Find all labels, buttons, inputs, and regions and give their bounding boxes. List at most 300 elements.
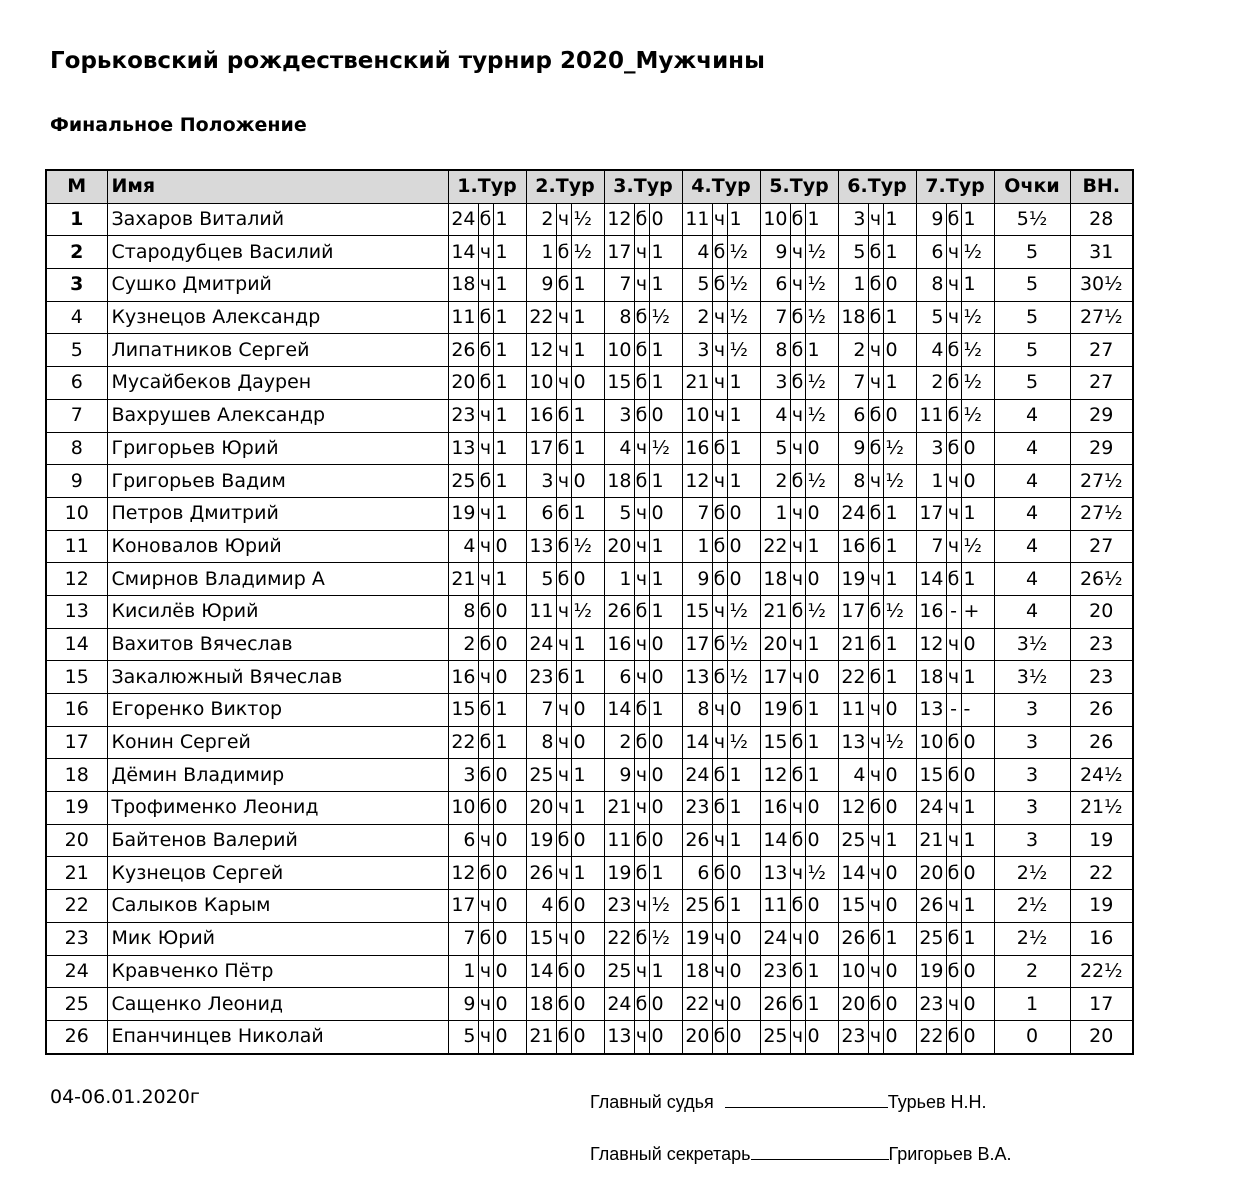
round-result-cell: 0 (883, 857, 916, 890)
round-opponent-cell: 21 (838, 628, 868, 661)
page-subtitle: Финальное Положение (50, 114, 307, 136)
round-color-cell: - (946, 694, 961, 727)
round-opponent-cell: 20 (682, 1020, 712, 1053)
chief-judge-name: Турьев Н.Н. (887, 1092, 987, 1112)
round-color-cell: ч (790, 922, 805, 955)
points-cell: 4 (994, 399, 1070, 432)
round-result-cell: 0 (571, 465, 604, 498)
round-opponent-cell: 19 (916, 955, 946, 988)
round-result-cell: ½ (649, 890, 682, 923)
round-result-cell: 0 (961, 955, 994, 988)
round-color-cell: б (556, 824, 571, 857)
round-result-cell: 1 (805, 530, 838, 563)
points-cell: 5 (994, 301, 1070, 334)
round-opponent-cell: 11 (682, 203, 712, 236)
round-color-cell: ч (634, 759, 649, 792)
round-opponent-cell: 2 (838, 334, 868, 367)
player-name-cell: Петров Дмитрий (107, 497, 448, 530)
round-result-cell: 0 (727, 530, 760, 563)
round-opponent-cell: 13 (604, 1020, 634, 1053)
round-opponent-cell: 21 (916, 824, 946, 857)
column-header-round-6: 6.Тур (838, 170, 916, 203)
round-result-cell: ½ (805, 857, 838, 890)
round-result-cell: 0 (883, 792, 916, 825)
round-result-cell: 1 (727, 890, 760, 923)
round-color-cell: б (712, 236, 727, 269)
round-result-cell: 1 (805, 955, 838, 988)
round-result-cell: ½ (961, 334, 994, 367)
round-opponent-cell: 1 (838, 269, 868, 302)
round-color-cell: ч (712, 301, 727, 334)
round-color-cell: ч (634, 955, 649, 988)
round-color-cell: б (478, 759, 493, 792)
round-opponent-cell: 8 (838, 465, 868, 498)
tiebreak-cell: 20 (1070, 1020, 1133, 1053)
round-opponent-cell: 20 (448, 367, 478, 400)
round-color-cell: ч (556, 203, 571, 236)
round-result-cell: 0 (493, 922, 526, 955)
table-row (46, 530, 1133, 563)
round-opponent-cell: 24 (526, 628, 556, 661)
round-opponent-cell: 16 (760, 792, 790, 825)
round-color-cell: ч (868, 857, 883, 890)
round-result-cell: 1 (649, 530, 682, 563)
player-name-cell: Закалюжный Вячеслав (107, 661, 448, 694)
round-opponent-cell: 23 (916, 988, 946, 1021)
points-cell: 3½ (994, 628, 1070, 661)
table-row (46, 628, 1133, 661)
tiebreak-cell: 27½ (1070, 465, 1133, 498)
round-result-cell: 0 (805, 922, 838, 955)
round-opponent-cell: 12 (526, 334, 556, 367)
round-result-cell: 0 (727, 1020, 760, 1053)
round-opponent-cell: 14 (448, 236, 478, 269)
round-opponent-cell: 17 (448, 890, 478, 923)
tiebreak-cell: 23 (1070, 628, 1133, 661)
round-result-cell: 1 (571, 432, 604, 465)
player-name-cell: Байтенов Валерий (107, 824, 448, 857)
round-opponent-cell: 23 (682, 792, 712, 825)
round-result-cell: 0 (571, 563, 604, 596)
place-cell: 8 (46, 432, 107, 465)
round-color-cell: б (790, 890, 805, 923)
round-color-cell: б (712, 1020, 727, 1053)
round-opponent-cell: 3 (604, 399, 634, 432)
tiebreak-cell: 31 (1070, 236, 1133, 269)
round-color-cell: б (790, 955, 805, 988)
round-result-cell: 1 (649, 595, 682, 628)
round-color-cell: б (712, 563, 727, 596)
round-result-cell: 1 (493, 694, 526, 727)
round-color-cell: ч (634, 432, 649, 465)
place-cell: 21 (46, 857, 107, 890)
round-opponent-cell: 14 (838, 857, 868, 890)
table-row (46, 497, 1133, 530)
points-cell: 4 (994, 465, 1070, 498)
table-row (46, 759, 1133, 792)
round-color-cell: б (790, 465, 805, 498)
player-name-cell: Коновалов Юрий (107, 530, 448, 563)
round-color-cell: ч (712, 694, 727, 727)
round-opponent-cell: 26 (604, 595, 634, 628)
round-opponent-cell: 23 (526, 661, 556, 694)
round-color-cell: ч (946, 301, 961, 334)
round-result-cell: 1 (883, 530, 916, 563)
round-result-cell: ½ (961, 399, 994, 432)
round-opponent-cell: 25 (838, 824, 868, 857)
round-opponent-cell: 7 (916, 530, 946, 563)
round-color-cell: ч (712, 824, 727, 857)
round-color-cell: ч (790, 1020, 805, 1053)
round-color-cell: б (868, 792, 883, 825)
round-opponent-cell: 23 (448, 399, 478, 432)
round-result-cell: 1 (649, 367, 682, 400)
round-opponent-cell: 9 (838, 432, 868, 465)
place-cell: 4 (46, 301, 107, 334)
round-result-cell: 0 (961, 1020, 994, 1053)
player-name-cell: Мик Юрий (107, 922, 448, 955)
place-cell: 25 (46, 988, 107, 1021)
round-result-cell: 0 (883, 890, 916, 923)
round-color-cell: б (478, 203, 493, 236)
tiebreak-cell: 22½ (1070, 955, 1133, 988)
round-opponent-cell: 3 (838, 203, 868, 236)
round-opponent-cell: 10 (838, 955, 868, 988)
round-result-cell: ½ (961, 301, 994, 334)
round-color-cell: б (868, 432, 883, 465)
round-color-cell: - (946, 595, 961, 628)
round-result-cell: 0 (493, 661, 526, 694)
round-opponent-cell: 19 (838, 563, 868, 596)
place-cell: 26 (46, 1020, 107, 1053)
points-cell: 1 (994, 988, 1070, 1021)
round-color-cell: б (868, 628, 883, 661)
round-color-cell: ч (868, 334, 883, 367)
round-color-cell: ч (556, 334, 571, 367)
table-row (46, 334, 1133, 367)
round-opponent-cell: 15 (604, 367, 634, 400)
round-result-cell: 1 (805, 759, 838, 792)
round-color-cell: б (556, 1020, 571, 1053)
round-color-cell: ч (868, 1020, 883, 1053)
round-opponent-cell: 1 (682, 530, 712, 563)
round-opponent-cell: 22 (760, 530, 790, 563)
round-opponent-cell: 10 (448, 792, 478, 825)
round-color-cell: ч (946, 628, 961, 661)
table-row (46, 399, 1133, 432)
round-color-cell: ч (790, 857, 805, 890)
round-opponent-cell: 16 (682, 432, 712, 465)
place-cell: 18 (46, 759, 107, 792)
place-cell: 19 (46, 792, 107, 825)
round-result-cell: 0 (883, 694, 916, 727)
player-name-cell: Захаров Виталий (107, 203, 448, 236)
round-result-cell: 1 (883, 628, 916, 661)
round-color-cell: б (556, 890, 571, 923)
round-opponent-cell: 22 (526, 301, 556, 334)
round-color-cell: ч (556, 694, 571, 727)
round-result-cell: 0 (493, 628, 526, 661)
round-color-cell: ч (556, 628, 571, 661)
round-color-cell: ч (556, 792, 571, 825)
round-result-cell: 0 (649, 759, 682, 792)
points-cell: 3 (994, 694, 1070, 727)
round-result-cell: 1 (883, 661, 916, 694)
round-color-cell: б (556, 955, 571, 988)
round-opponent-cell: 3 (448, 759, 478, 792)
round-color-cell: ч (946, 661, 961, 694)
round-color-cell: ч (712, 465, 727, 498)
place-cell: 20 (46, 824, 107, 857)
round-result-cell: 1 (727, 367, 760, 400)
round-opponent-cell: 17 (760, 661, 790, 694)
round-result-cell: 1 (727, 203, 760, 236)
column-header-round-4: 4.Тур (682, 170, 760, 203)
round-result-cell: 0 (727, 497, 760, 530)
round-result-cell: 0 (883, 759, 916, 792)
round-opponent-cell: 11 (838, 694, 868, 727)
player-name-cell: Григорьев Юрий (107, 432, 448, 465)
round-result-cell: 0 (493, 759, 526, 792)
table-row (46, 792, 1133, 825)
round-opponent-cell: 12 (682, 465, 712, 498)
round-opponent-cell: 13 (526, 530, 556, 563)
round-opponent-cell: 18 (448, 269, 478, 302)
round-result-cell: 1 (571, 269, 604, 302)
round-opponent-cell: 16 (916, 595, 946, 628)
round-opponent-cell: 25 (448, 465, 478, 498)
tiebreak-cell: 17 (1070, 988, 1133, 1021)
round-color-cell: ч (790, 399, 805, 432)
points-cell: 5 (994, 367, 1070, 400)
round-opponent-cell: 19 (526, 824, 556, 857)
round-color-cell: ч (478, 497, 493, 530)
round-color-cell: ч (478, 563, 493, 596)
round-result-cell: 0 (493, 792, 526, 825)
round-color-cell: б (946, 367, 961, 400)
chief-secretary-name: Григорьев В.А. (888, 1144, 1012, 1164)
column-header-round-2: 2.Тур (526, 170, 604, 203)
round-opponent-cell: 11 (448, 301, 478, 334)
table-row (46, 465, 1133, 498)
round-result-cell: 0 (649, 726, 682, 759)
round-color-cell: ч (478, 236, 493, 269)
place-cell: 11 (46, 530, 107, 563)
round-color-cell: ч (868, 203, 883, 236)
round-result-cell: 1 (805, 334, 838, 367)
table-row (46, 432, 1133, 465)
round-result-cell: 0 (493, 1020, 526, 1053)
table-row (46, 236, 1133, 269)
round-opponent-cell: 11 (526, 595, 556, 628)
round-result-cell: 1 (805, 628, 838, 661)
tiebreak-cell: 27 (1070, 334, 1133, 367)
round-opponent-cell: 23 (838, 1020, 868, 1053)
round-result-cell: 1 (805, 203, 838, 236)
round-opponent-cell: 4 (604, 432, 634, 465)
round-color-cell: б (946, 922, 961, 955)
round-color-cell: ч (712, 988, 727, 1021)
round-opponent-cell: 22 (916, 1020, 946, 1053)
round-result-cell: 1 (493, 563, 526, 596)
points-cell: 3 (994, 824, 1070, 857)
round-result-cell: 0 (649, 792, 682, 825)
place-cell: 10 (46, 497, 107, 530)
round-result-cell: 0 (883, 399, 916, 432)
round-result-cell: ½ (727, 595, 760, 628)
round-opponent-cell: 12 (448, 857, 478, 890)
round-opponent-cell: 14 (916, 563, 946, 596)
round-result-cell: ½ (805, 595, 838, 628)
round-result-cell: 0 (805, 661, 838, 694)
round-color-cell: ч (556, 367, 571, 400)
table-row (46, 988, 1133, 1021)
round-opponent-cell: 7 (448, 922, 478, 955)
round-result-cell: 0 (883, 955, 916, 988)
round-result-cell: 1 (571, 857, 604, 890)
round-opponent-cell: 2 (604, 726, 634, 759)
round-color-cell: б (946, 726, 961, 759)
points-cell: 4 (994, 497, 1070, 530)
round-opponent-cell: 6 (838, 399, 868, 432)
column-header-tiebreak: ВН. (1070, 170, 1133, 203)
round-result-cell: ½ (883, 432, 916, 465)
points-cell: 4 (994, 432, 1070, 465)
round-opponent-cell: 4 (526, 890, 556, 923)
place-cell: 14 (46, 628, 107, 661)
place-cell: 24 (46, 955, 107, 988)
round-opponent-cell: 5 (448, 1020, 478, 1053)
round-result-cell: 0 (805, 890, 838, 923)
round-result-cell: 1 (493, 726, 526, 759)
tiebreak-cell: 26 (1070, 694, 1133, 727)
round-opponent-cell: 11 (916, 399, 946, 432)
round-result-cell: 0 (805, 792, 838, 825)
round-result-cell: ½ (727, 269, 760, 302)
round-opponent-cell: 22 (682, 988, 712, 1021)
round-result-cell: 1 (493, 203, 526, 236)
player-name-cell: Смирнов Владимир А (107, 563, 448, 596)
round-result-cell: 0 (493, 824, 526, 857)
round-opponent-cell: 15 (838, 890, 868, 923)
round-color-cell: ч (868, 465, 883, 498)
round-opponent-cell: 9 (448, 988, 478, 1021)
round-color-cell: ч (634, 1020, 649, 1053)
round-result-cell: 1 (571, 628, 604, 661)
round-opponent-cell: 5 (526, 563, 556, 596)
round-result-cell: 1 (571, 399, 604, 432)
round-color-cell: б (634, 399, 649, 432)
table-row (46, 661, 1133, 694)
round-color-cell: ч (712, 595, 727, 628)
round-result-cell: 0 (961, 759, 994, 792)
round-opponent-cell: 1 (448, 955, 478, 988)
round-result-cell: 0 (727, 857, 760, 890)
round-color-cell: ч (478, 530, 493, 563)
round-opponent-cell: 17 (604, 236, 634, 269)
round-result-cell: 1 (883, 497, 916, 530)
round-color-cell: ч (946, 824, 961, 857)
round-result-cell: 0 (805, 432, 838, 465)
round-color-cell: б (478, 367, 493, 400)
round-color-cell: ч (556, 465, 571, 498)
tournament-dates: 04-06.01.2020г (50, 1086, 200, 1108)
round-opponent-cell: 16 (838, 530, 868, 563)
round-opponent-cell: 10 (916, 726, 946, 759)
player-name-cell: Мусайбеков Даурен (107, 367, 448, 400)
round-color-cell: б (712, 759, 727, 792)
round-opponent-cell: 16 (526, 399, 556, 432)
tiebreak-cell: 29 (1070, 432, 1133, 465)
round-opponent-cell: 14 (760, 824, 790, 857)
table-header-row (46, 170, 1133, 203)
round-result-cell: 0 (961, 726, 994, 759)
round-opponent-cell: 20 (526, 792, 556, 825)
place-cell: 6 (46, 367, 107, 400)
round-opponent-cell: 13 (838, 726, 868, 759)
table-row (46, 824, 1133, 857)
points-cell: 2½ (994, 890, 1070, 923)
round-result-cell: ½ (883, 726, 916, 759)
round-result-cell: 1 (493, 465, 526, 498)
round-opponent-cell: 13 (760, 857, 790, 890)
round-color-cell: б (790, 301, 805, 334)
round-opponent-cell: 6 (448, 824, 478, 857)
round-result-cell: 1 (649, 694, 682, 727)
round-color-cell: ч (790, 236, 805, 269)
round-opponent-cell: 3 (526, 465, 556, 498)
column-header-round-5: 5.Тур (760, 170, 838, 203)
round-color-cell: ч (946, 890, 961, 923)
round-opponent-cell: 2 (682, 301, 712, 334)
round-opponent-cell: 23 (760, 955, 790, 988)
round-result-cell: ½ (571, 236, 604, 269)
round-opponent-cell: 15 (526, 922, 556, 955)
round-color-cell: б (790, 694, 805, 727)
place-cell: 2 (46, 236, 107, 269)
round-opponent-cell: 14 (604, 694, 634, 727)
round-color-cell: ч (556, 595, 571, 628)
round-color-cell: б (868, 661, 883, 694)
round-color-cell: б (478, 628, 493, 661)
round-result-cell: + (961, 595, 994, 628)
round-opponent-cell: 12 (604, 203, 634, 236)
round-opponent-cell: 19 (682, 922, 712, 955)
points-cell: 5 (994, 334, 1070, 367)
round-color-cell: б (946, 563, 961, 596)
round-color-cell: ч (790, 497, 805, 530)
round-color-cell: б (946, 955, 961, 988)
round-color-cell: б (556, 399, 571, 432)
player-name-cell: Конин Сергей (107, 726, 448, 759)
round-result-cell: 0 (571, 890, 604, 923)
round-result-cell: ½ (805, 399, 838, 432)
tiebreak-cell: 24½ (1070, 759, 1133, 792)
round-result-cell: 0 (805, 497, 838, 530)
round-opponent-cell: 13 (916, 694, 946, 727)
chief-judge-label: Главный судья (590, 1092, 714, 1112)
round-color-cell: б (634, 334, 649, 367)
points-cell: 4 (994, 563, 1070, 596)
table-row (46, 857, 1133, 890)
points-cell: 3 (994, 792, 1070, 825)
round-opponent-cell: 20 (838, 988, 868, 1021)
round-result-cell: 0 (571, 922, 604, 955)
round-color-cell: ч (634, 497, 649, 530)
round-opponent-cell: 2 (526, 203, 556, 236)
round-opponent-cell: 7 (760, 301, 790, 334)
place-cell: 22 (46, 890, 107, 923)
